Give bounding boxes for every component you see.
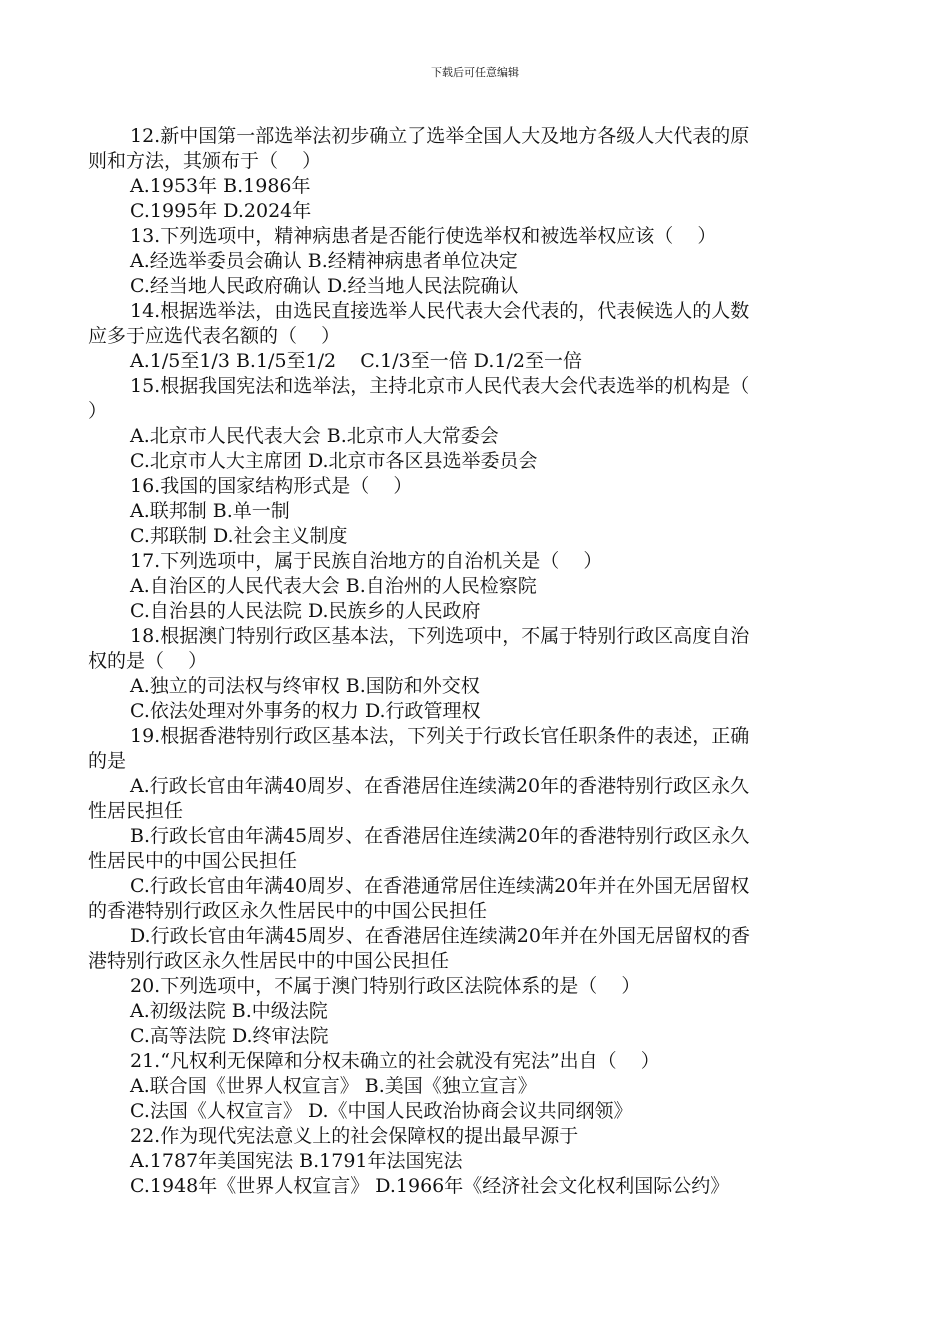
text-line: 22.作为现代宪法意义上的社会保障权的提出最早源于 bbox=[130, 1125, 579, 1147]
text-line: A.行政长官由年满40周岁、在香港居住连续满20年的香港特别行政区永久 bbox=[130, 775, 750, 797]
text-line: 21.“凡权利无保障和分权未确立的社会就没有宪法”出自（ ） bbox=[130, 1050, 660, 1072]
text-line: A.联合国《世界人权宣言》 B.美国《独立宣言》 bbox=[130, 1075, 537, 1097]
text-line: A.1/5至1/3 B.1/5至1/2 C.1/3至一倍 D.1/2至一倍 bbox=[130, 350, 582, 372]
text-line: 19.根据香港特别行政区基本法，下列关于行政长官任职条件的表述，正确 bbox=[130, 725, 750, 747]
text-line: 的香港特别行政区永久性居民中的中国公民担任 bbox=[88, 900, 488, 922]
text-line: 15.根据我国宪法和选举法，主持北京市人民代表大会代表选举的机构是（ bbox=[130, 375, 750, 397]
text-line: C.邦联制 D.社会主义制度 bbox=[130, 525, 348, 547]
text-line: 则和方法，其颁布于（ ） bbox=[88, 150, 322, 172]
text-line: A.北京市人民代表大会 B.北京市人大常委会 bbox=[130, 425, 499, 447]
text-line: A.自治区的人民代表大会 B.自治州的人民检察院 bbox=[130, 575, 537, 597]
text-line: 应多于应选代表名额的（ ） bbox=[88, 325, 341, 347]
text-line: C.自治县的人民法院 D.民族乡的人民政府 bbox=[130, 600, 481, 622]
text-line: C.行政长官由年满40周岁、在香港通常居住连续满20年并在外国无居留权 bbox=[130, 875, 750, 897]
text-line: D.行政长官由年满45周岁、在香港居住连续满20年并在外国无居留权的香 bbox=[130, 925, 750, 947]
text-line: 港特别行政区永久性居民中的中国公民担任 bbox=[88, 950, 450, 972]
text-line: 性居民中的中国公民担任 bbox=[88, 850, 298, 872]
page-header: 下载后可任意编辑 bbox=[431, 66, 519, 79]
document-body bbox=[88, 124, 863, 1199]
text-line: 18.根据澳门特别行政区基本法，下列选项中，不属于特别行政区高度自治 bbox=[130, 625, 750, 647]
text-line: C.1995年 D.2024年 bbox=[130, 200, 312, 222]
text-line: A.1953年 B.1986年 bbox=[130, 175, 311, 197]
text-line: 20.下列选项中，不属于澳门特别行政区法院体系的是（ ） bbox=[130, 975, 641, 997]
text-line: A.初级法院 B.中级法院 bbox=[130, 1000, 328, 1022]
text-line: 12.新中国第一部选举法初步确立了选举全国人大及地方各级人大代表的原 bbox=[130, 125, 750, 147]
text-line: A.经选举委员会确认 B.经精神病患者单位决定 bbox=[130, 250, 518, 272]
text-line: C.法国《人权宣言》 D.《中国人民政治协商会议共同纲领》 bbox=[130, 1100, 633, 1122]
text-line: ） bbox=[88, 400, 108, 422]
text-line: C.依法处理对外事务的权力 D.行政管理权 bbox=[130, 700, 481, 722]
text-line: 16.我国的国家结构形式是（ ） bbox=[130, 475, 413, 497]
text-line: A.联邦制 B.单一制 bbox=[130, 500, 290, 522]
text-line: 权的是（ ） bbox=[88, 650, 208, 672]
text-line: 13.下列选项中，精神病患者是否能行使选举权和被选举权应该（ ） bbox=[130, 225, 717, 247]
text-line: C.北京市人大主席团 D.北京市各区县选举委员会 bbox=[130, 450, 538, 472]
text-line: C.1948年《世界人权宣言》 D.1966年《经济社会文化权利国际公约》 bbox=[130, 1175, 730, 1197]
text-line: A.独立的司法权与终审权 B.国防和外交权 bbox=[130, 675, 480, 697]
text-line: 的是 bbox=[88, 750, 127, 772]
text-line: B.行政长官由年满45周岁、在香港居住连续满20年的香港特别行政区永久 bbox=[130, 825, 750, 847]
text-line: A.1787年美国宪法 B.1791年法国宪法 bbox=[130, 1150, 463, 1172]
text-line: C.高等法院 D.终审法院 bbox=[130, 1025, 329, 1047]
text-line: 性居民担任 bbox=[88, 800, 184, 822]
text-line: 14.根据选举法，由选民直接选举人民代表大会代表的，代表候选人的人数 bbox=[130, 300, 750, 322]
text-line: C.经当地人民政府确认 D.经当地人民法院确认 bbox=[130, 275, 519, 297]
text-line: 17.下列选项中，属于民族自治地方的自治机关是（ ） bbox=[130, 550, 603, 572]
